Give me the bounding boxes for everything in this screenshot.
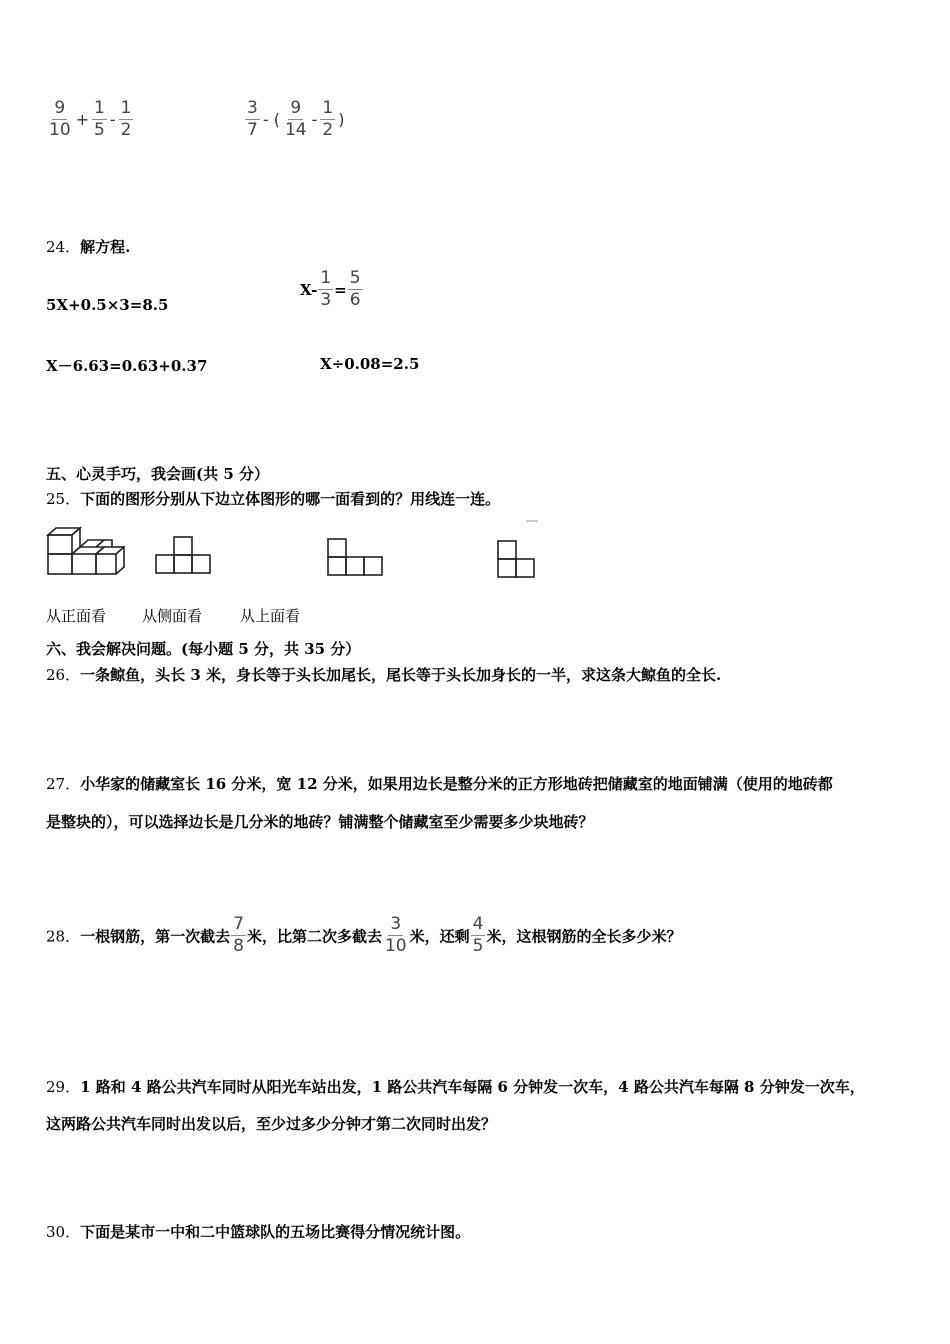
question-27-line-2: 是整块的），可以选择边长是几分米的地砖？铺满整个储藏室至少需要多少块地砖？ [46,813,594,831]
solid-figure [48,528,124,574]
fraction: $\frac{1}{5}$ [94,98,105,140]
fraction: $\frac{5}{6}$ [349,268,361,310]
question-29-line-1: 29．1 路和 4 路公共汽车同时从阳光车站出发，1 路公共汽车每隔 6 分钟发一次车，4 路公共汽车每隔 8 分钟发一次车， [46,1078,865,1096]
view-label-front: 从正面看 [46,607,107,625]
operator: + [75,110,90,130]
view-label-side: 从侧面看 [142,607,203,625]
equation-1: 5X+0.5×3=8.5 [46,296,169,314]
equation-4: X÷0.08=2.5 [320,355,420,373]
operator: - [311,110,318,130]
fraction: $\frac{3}{7}$ [247,98,258,140]
expression-2 [244,100,346,140]
question-26: 26．一条鲸鱼，头长 3 米，身长等于头长加尾长，尾长等于头长加身长的一半，求这条大鲸鱼的全长. [46,666,722,684]
equation-2: X- $\frac{1}{3}$ = $\frac{5}{6}$ [300,268,361,310]
view-shape-2 [328,539,382,575]
expression-1 [46,100,134,140]
fraction: $\frac{4}{5}$ [472,914,484,956]
view-shape-3 [498,521,538,577]
operator: - ( [262,110,280,130]
fraction: $\frac{9}{14}$ [284,98,307,140]
section-6-heading: 六、我会解决问题。(每小题 5 分，共 35 分） [46,640,361,658]
fraction: $\frac{9}{10}$ [49,98,71,140]
view-shape-1 [156,537,210,573]
operator: ) [338,110,345,130]
equation-3: X－6.63=0.63+0.37 [46,357,208,375]
question-27-line-1: 27．小华家的储藏室长 16 分米，宽 12 分米，如果用边长是整分米的正方形地砖把储藏室的地面铺满（使用的地砖都 [46,775,833,793]
question-25: 25．下面的图形分别从下边立体图形的哪一面看到的？用线连一连。 [46,490,501,508]
operator: - [109,110,116,130]
fraction: $\frac{1}{3}$ [320,268,332,310]
question-30: 30．下面是某市一中和二中篮球队的五场比赛得分情况统计图。 [46,1223,471,1241]
view-label-top: 从上面看 [240,607,301,625]
question-28: 28．一根钢筋，第一次截去 $\frac{7}{8}$ 米，比第二次多截去 $\frac{3}{10}$ 米，还剩 $\frac{4}{5}$ 米，这根钢筋的全长多少米？ [46,914,682,956]
fraction: $\frac{1}{2}$ [322,98,334,140]
fraction: $\frac{7}{8}$ [233,914,244,956]
q25-figures [40,515,560,590]
question-24-title: 24．解方程. [46,238,131,256]
section-5-heading: 五、心灵手巧，我会画(共 5 分） [46,465,269,483]
fraction: $\frac{1}{2}$ [120,98,132,140]
question-29-line-2: 这两路公共汽车同时出发以后，至少过多少分钟才第二次同时出发？ [46,1115,497,1133]
fraction: $\frac{3}{10}$ [384,914,407,956]
